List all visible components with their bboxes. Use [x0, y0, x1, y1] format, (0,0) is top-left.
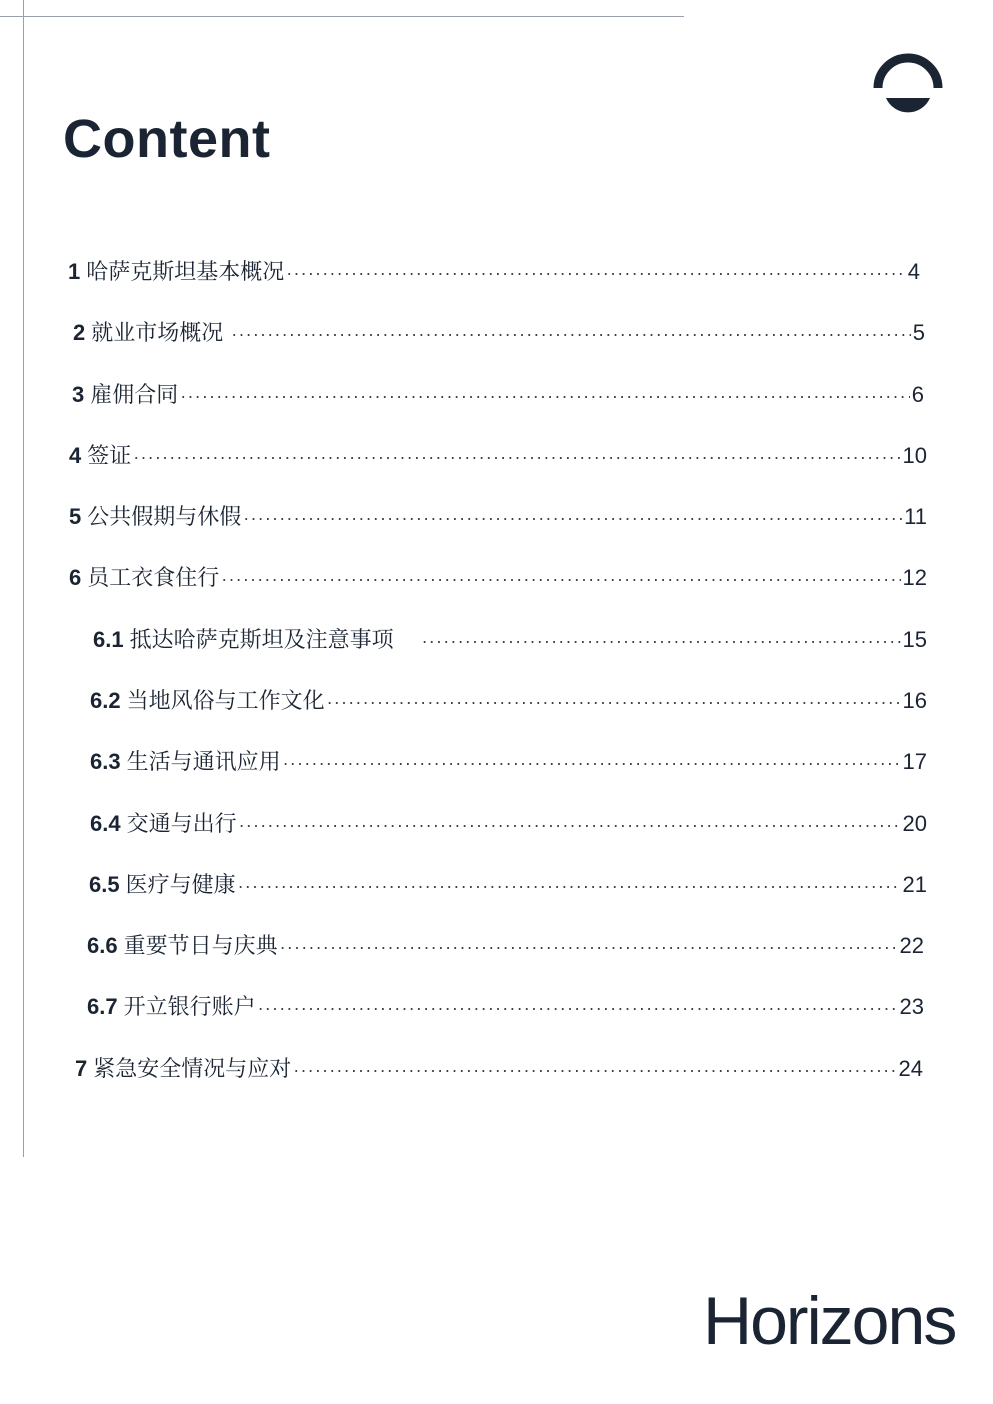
toc-entry[interactable] [69, 503, 927, 532]
toc-entry-number: 2 [73, 320, 86, 345]
toc-entry-page: 23 [899, 994, 924, 1019]
brand-wordmark: Horizons [703, 1283, 956, 1354]
toc-entry-label: 交通与出行 [126, 811, 237, 836]
toc-entry-number: 3 [72, 382, 85, 407]
toc-leader-dots [180, 382, 909, 410]
toc-entry-number: 6.2 [90, 688, 121, 713]
toc-entry-page: 15 [902, 627, 927, 652]
toc-entry-page: 6 [911, 382, 924, 407]
toc-entry-number: 5 [69, 504, 82, 529]
toc-entry-label: 生活与通讯应用 [126, 749, 281, 774]
toc-entry[interactable] [89, 871, 927, 900]
toc-entry-page: 22 [899, 933, 924, 958]
toc-leader-dots [283, 749, 901, 777]
toc-leader-dots [280, 933, 898, 961]
toc-entry-label: 公共假期与休假 [87, 504, 242, 529]
toc-entry[interactable] [75, 1055, 923, 1084]
toc-entry[interactable] [87, 932, 924, 961]
toc-entry-page: 24 [898, 1056, 923, 1081]
left-rule [23, 0, 24, 1157]
toc-entry-number: 6.4 [90, 811, 121, 836]
horizons-brand-logo [703, 1282, 968, 1354]
toc-entry-number: 6.5 [89, 872, 120, 897]
toc-entry-label: 雇佣合同 [90, 382, 179, 407]
toc-leader-dots [293, 1056, 896, 1084]
toc-entry-label: 紧急安全情况与应对 [93, 1056, 292, 1081]
toc-entry-label: 就业市场概况 [91, 320, 224, 345]
toc-entry-number: 6.3 [90, 749, 121, 774]
toc-entry-number: 6.6 [87, 933, 118, 958]
toc-entry-label: 员工衣食住行 [87, 565, 220, 590]
toc-entry[interactable] [68, 258, 920, 287]
toc-leader-dots [239, 811, 901, 839]
toc-entry-label: 哈萨克斯坦基本概况 [86, 259, 285, 284]
toc-entry-page: 5 [912, 320, 925, 345]
toc-leader-dots [221, 565, 900, 593]
toc-entry-label: 医疗与健康 [125, 872, 236, 897]
toc-entry[interactable] [69, 564, 927, 593]
page-title: Content [63, 109, 271, 169]
toc-entry-label: 重要节日与庆典 [123, 933, 278, 958]
toc-leader-dots [243, 504, 902, 532]
toc-entry[interactable] [73, 319, 925, 348]
toc-entry[interactable] [87, 993, 924, 1022]
toc-entry[interactable] [93, 626, 927, 655]
toc-entry-number: 6.7 [87, 994, 118, 1019]
toc-entry-page: 11 [904, 504, 927, 529]
toc-entry-page: 20 [902, 811, 927, 836]
toc-leader-dots [231, 320, 910, 348]
toc-leader-dots [258, 994, 898, 1022]
toc-entry-page: 4 [907, 259, 920, 284]
toc-entry-label: 开立银行账户 [123, 994, 256, 1019]
toc-entry-page: 17 [902, 749, 927, 774]
toc-entry[interactable] [90, 810, 927, 839]
toc-leader-dots [238, 872, 901, 900]
toc-entry-number: 4 [69, 443, 82, 468]
horizons-circle-logo-icon [872, 48, 944, 120]
toc-entry[interactable] [69, 442, 927, 471]
toc-entry[interactable] [90, 687, 927, 716]
toc-leader-dots [422, 627, 901, 655]
toc-entry-page: 12 [902, 565, 927, 590]
toc-entry[interactable] [72, 381, 924, 410]
toc-entry-label: 抵达哈萨克斯坦及注意事项 [129, 627, 394, 652]
toc-entry-number: 6 [69, 565, 82, 590]
toc-entry-page: 10 [902, 443, 927, 468]
toc-leader-dots [327, 688, 901, 716]
toc-leader-dots [133, 443, 900, 471]
toc-entry-page: 16 [902, 688, 927, 713]
toc-entry-number: 1 [68, 259, 81, 284]
top-rule [0, 16, 684, 17]
toc-entry-label: 签证 [87, 443, 132, 468]
toc-entry-number: 6.1 [93, 627, 124, 652]
toc-entry-label: 当地风俗与工作文化 [126, 688, 325, 713]
toc-entry-page: 21 [902, 872, 927, 897]
toc-entry[interactable] [90, 748, 927, 777]
toc-leader-dots [286, 259, 905, 287]
toc-entry-number: 7 [75, 1056, 88, 1081]
